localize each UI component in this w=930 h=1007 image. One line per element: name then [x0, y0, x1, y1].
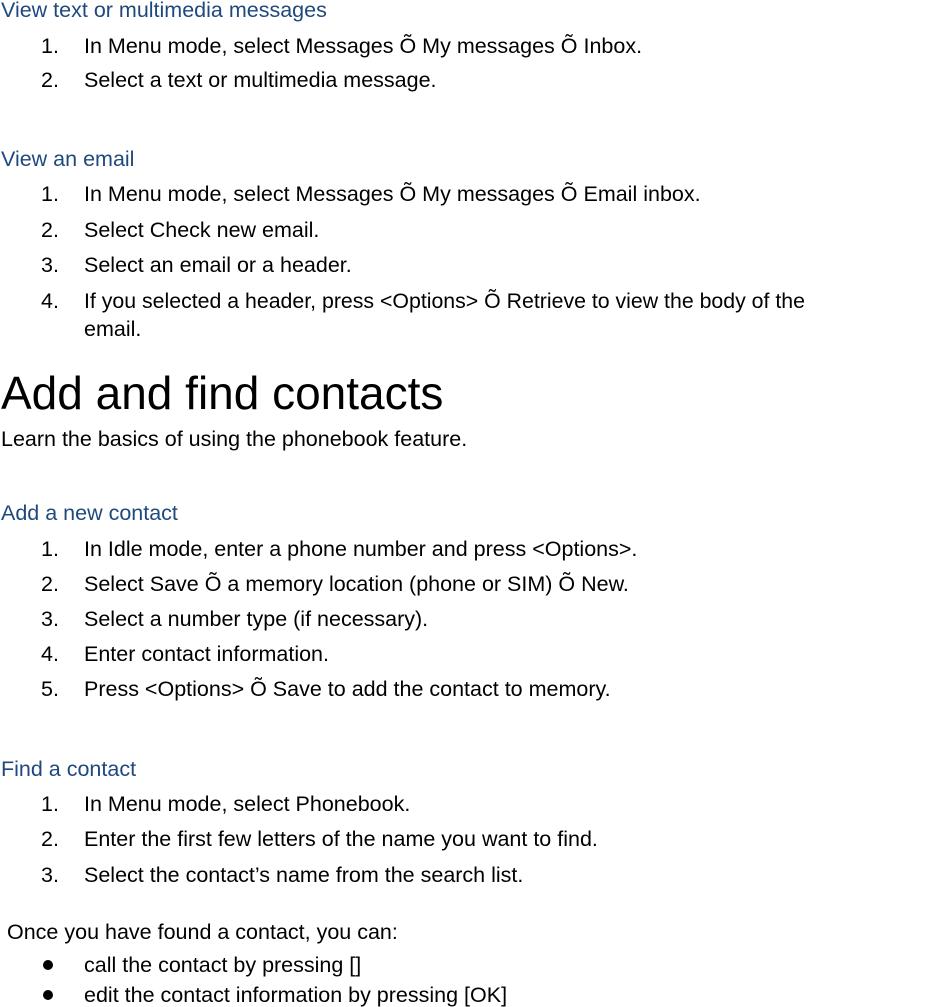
step-number: 1. [41, 792, 59, 816]
section-heading-view-messages: View text or multimedia messages [1, 0, 327, 22]
step-text: In Menu mode, select Phonebook. [84, 792, 411, 816]
step-number: 3. [41, 607, 59, 631]
once-found-text: Once you have found a contact, you can: [7, 920, 398, 944]
step-text: If you selected a header, press <Options> Õ Retrieve to view the body of the [84, 289, 805, 313]
step-number: 2. [41, 218, 59, 242]
step-number: 2. [41, 68, 59, 92]
step-number: 1. [41, 182, 59, 206]
step-text: Enter the first few letters of the name you want to find. [84, 827, 598, 851]
bullet-text: call the contact by pressing [] [84, 953, 362, 977]
step-number: 2. [41, 827, 59, 851]
step-number: 3. [41, 863, 59, 887]
step-text: Select a number type (if necessary). [84, 607, 429, 631]
step-text: In Idle mode, enter a phone number and press <Options>. [84, 537, 638, 561]
step-text: In Menu mode, select Messages Õ My messages Õ Inbox. [84, 34, 643, 58]
step-text: Press <Options> Õ Save to add the contact to memory. [84, 677, 611, 701]
step-text: Enter contact information. [84, 642, 329, 666]
step-text: Select an email or a header. [84, 253, 352, 277]
step-text-continuation: email. [84, 317, 142, 341]
step-number: 2. [41, 572, 59, 596]
bullet-icon [43, 960, 53, 970]
step-number: 3. [41, 253, 59, 277]
step-number: 4. [41, 289, 59, 313]
page-title: Add and find contacts [1, 367, 444, 419]
step-text: Select the contact’s name from the search list. [84, 863, 524, 887]
bullet-icon [43, 990, 53, 1000]
section-heading-view-email: View an email [1, 147, 135, 171]
step-text: In Menu mode, select Messages Õ My messages Õ Email inbox. [84, 182, 701, 206]
step-text: Select a text or multimedia message. [84, 68, 437, 92]
step-text: Select Check new email. [84, 218, 320, 242]
step-number: 1. [41, 34, 59, 58]
section-heading-find-contact: Find a contact [1, 757, 137, 781]
step-number: 5. [41, 677, 59, 701]
step-number: 1. [41, 537, 59, 561]
step-text: Select Save Õ a memory location (phone or SIM) Õ New. [84, 572, 629, 596]
bullet-text: edit the contact information by pressing [OK] [84, 983, 508, 1007]
step-number: 4. [41, 642, 59, 666]
intro-text: Learn the basics of using the phonebook feature. [1, 427, 468, 451]
section-heading-add-contact: Add a new contact [1, 501, 178, 525]
